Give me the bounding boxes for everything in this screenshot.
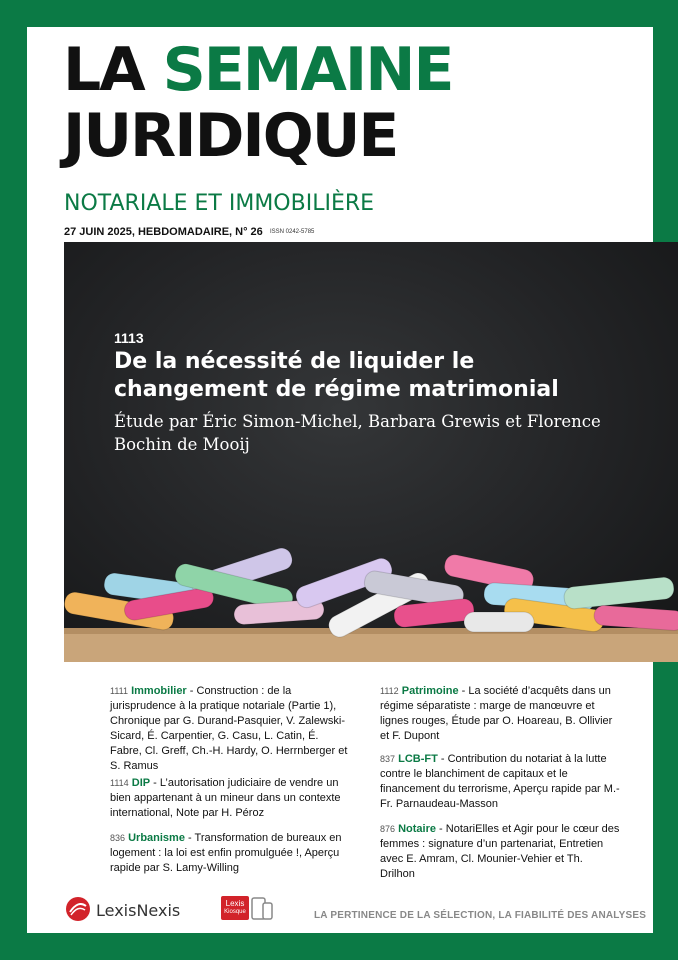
entry-number: 1112 [380, 686, 399, 696]
chalk-pink-right [593, 605, 678, 631]
entry-rubric: Patrimoine [401, 685, 459, 697]
footer-tagline: LA PERTINENCE DE LA SÉLECTION, LA FIABILITÉ DES ANALYSES [314, 910, 647, 921]
lexisnexis-logo-icon [64, 896, 92, 922]
entry-rubric: DIP [131, 777, 151, 789]
contents-entry[interactable] [110, 831, 350, 876]
contents-entry[interactable] [380, 752, 620, 812]
entry-text: - Transformation de bureaux en logement : la loi est enfin promulguée !, Aperçu rapide par S. Lamy-Willing [110, 832, 342, 874]
chalk-white-front [464, 612, 534, 632]
masthead-semaine: SEMAINE [162, 35, 453, 105]
masthead-subtitle: NOTARIALE ET IMMOBILIÈRE [64, 191, 375, 216]
entry-number: 1111 [110, 686, 129, 696]
entry-rubric: Notaire [398, 823, 436, 835]
entry-rubric: Immobilier [131, 685, 187, 697]
entry-number: 837 [380, 754, 396, 764]
entry-rubric: LCB-FT [398, 753, 438, 765]
entry-number: 1114 [110, 778, 129, 788]
contents-entry[interactable] [380, 684, 620, 744]
cover-story-authors: Étude par Éric Simon-Michel, Barbara Grewis et Florence Bochin de Mooij [114, 412, 601, 454]
masthead-line1 [63, 35, 453, 105]
lexis-kiosque-badge [221, 896, 249, 920]
publisher-name: LexisNexis [96, 901, 181, 920]
entry-number: 836 [110, 833, 126, 843]
entry-text: - L’autorisation judiciaire de vendre un bien appartenant à un mineur dans un contexte international, Note par H. Péroz [110, 777, 341, 819]
chalk-pile-illustration [64, 542, 678, 662]
entry-text: - La société d’acquêts dans un régime séparatiste : marge de manœuvre et lignes rouges, Étude par O. Hoareau, B. Ollivier et F. Dupont [380, 685, 613, 742]
cover-hero-image [64, 242, 678, 662]
masthead-juridique: JURIDIQUE [63, 101, 398, 171]
issue-info: 27 JUIN 2025, HEBDOMADAIRE, N° 26 [64, 226, 263, 238]
chalk-mint [563, 576, 675, 609]
masthead-la: LA [63, 35, 144, 105]
issn: ISSN 0242-5785 [270, 229, 315, 235]
entry-text: - NotariElles et Agir pour le cœur des femmes : signature d’un partenariat, Entretien avec E. Amram, Cl. Mounier-Vehier et Th. Drilhon [380, 823, 620, 880]
kiosque-line1: Lexis [225, 899, 245, 908]
contents-entry[interactable] [380, 822, 620, 882]
devices-icon [251, 897, 273, 921]
entry-text: - Construction : de la jurisprudence à la pratique notariale (Partie 1), Chronique par G. Durand-Pasquier, V. Zalewski-Sicard, É. Carpentier, G. Casu, L. Catin, É. Fabre, Cl. Greff, Ch.-H. Hardy, O. Herrnberger et S. Ramus [110, 685, 348, 772]
entry-number: 876 [380, 824, 396, 834]
contents-entry[interactable] [110, 684, 350, 774]
wooden-ledge [64, 630, 678, 662]
cover-story-title: De la nécessité de liquider le changement de régime matrimonial [114, 349, 559, 402]
kiosque-line2: Kiosque [224, 909, 246, 915]
contents-entry[interactable] [110, 776, 350, 821]
cover-story-number: 1113 [114, 330, 144, 346]
entry-rubric: Urbanisme [128, 832, 185, 844]
entry-text: - Contribution du notariat à la lutte contre le blanchiment de capitaux et le financement du terrorisme, Aperçu rapide par M.-Fr. Parnaudeau-Masson [380, 753, 620, 810]
